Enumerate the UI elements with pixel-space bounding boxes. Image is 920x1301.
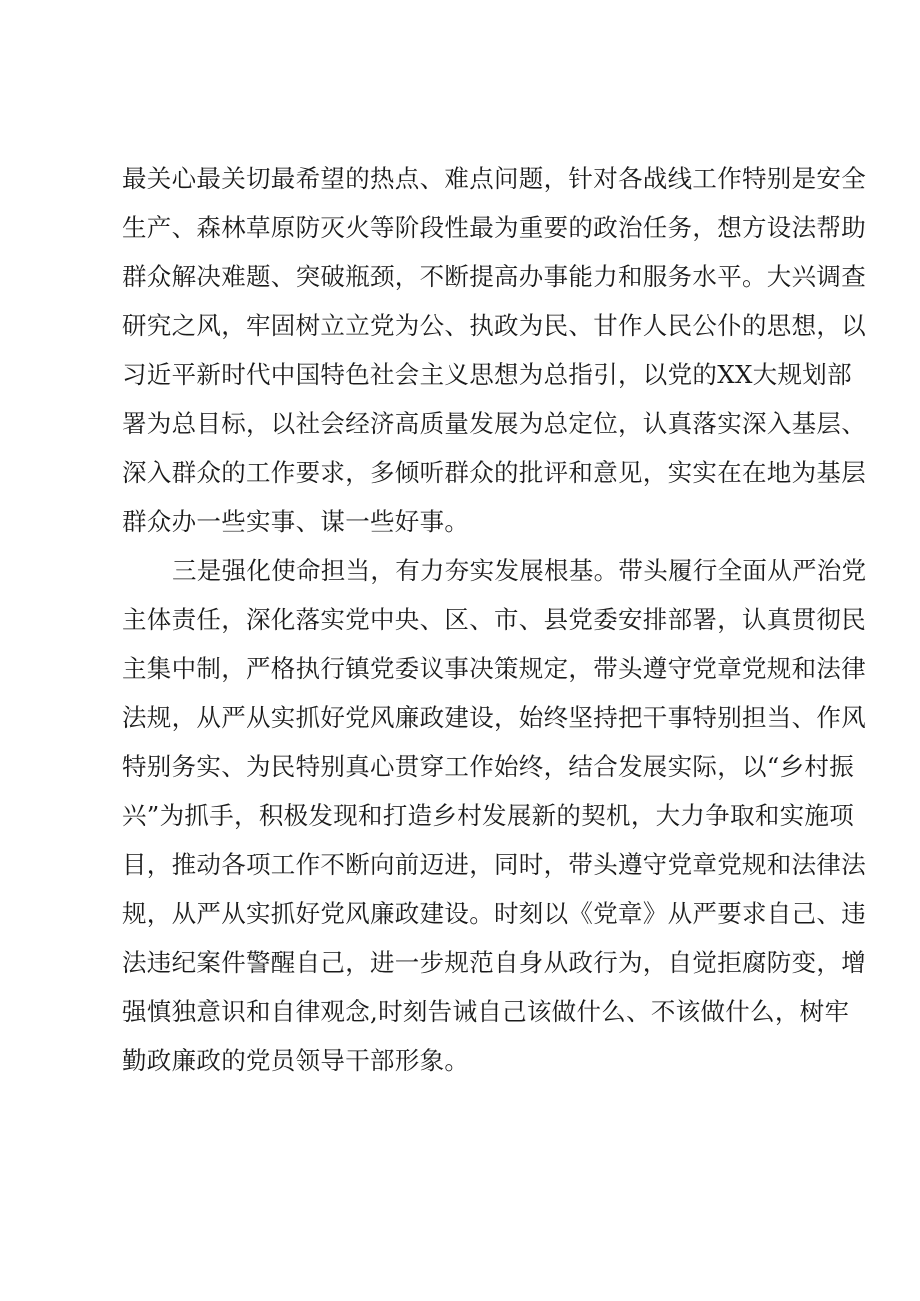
text-line: 习近平新时代中国特色社会主义思想为总指引，以党的XX大规划部 [122, 360, 852, 389]
text-line: 规，从严从实抓好党风廉政建设。时刻以《党章》从严要求自己、违 [122, 899, 866, 928]
paragraph-1 [122, 154, 866, 546]
text-line: 目，推动各项工作不断向前迈进，同时，带头遵守党章党规和法律法 [122, 850, 866, 879]
text-line: 主集中制，严格执行镇党委议事决策规定，带头遵守党章党规和法律 [122, 654, 866, 683]
text-line: 法违纪案件警醒自己，进一步规范自身从政行为，自觉拒腐防变，增 [122, 948, 866, 977]
text-line: 兴”为抓手，积极发现和打造乡村发展新的契机，大力争取和实施项 [122, 801, 855, 830]
text-line: 群众办一些实事、谋一些好事。 [122, 507, 470, 536]
text-line: 三是强化使命担当，有力夯实发展根基。带头履行全面从严治党 [172, 556, 867, 585]
text-line: 法规，从严从实抓好党风廉政建设，始终坚持把干事特别担当、作风 [122, 703, 866, 732]
text-line: 深入群众的工作要求，多倾听群众的批评和意见，实实在在地为基层 [122, 458, 866, 487]
text-line: 署为总目标，以社会经济高质量发展为总定位，认真落实深入基层、 [122, 409, 866, 438]
paragraph-2 [122, 546, 867, 1085]
text-line: 特别务实、为民特别真心贯穿工作始终，结合发展实际，以“乡村振 [122, 752, 855, 781]
document-body [122, 154, 867, 1085]
text-line: 群众解决难题、突破瓶颈，不断提高办事能力和服务水平。大兴调查 [122, 262, 866, 291]
text-line: 主体责任，深化落实党中央、区、市、县党委安排部署，认真贯彻民 [122, 605, 866, 634]
text-line: 勤政廉政的党员领导干部形象。 [122, 1046, 470, 1075]
text-line: 最关心最关切最希望的热点、难点问题，针对各战线工作特别是安全 [122, 164, 866, 193]
text-line: 强慎独意识和自律观念,时刻告诫自己该做什么、不该做什么，树牢 [122, 997, 850, 1026]
text-line: 研究之风，牢固树立立党为公、执政为民、甘作人民公仆的思想，以 [122, 311, 866, 340]
text-line: 生产、森林草原防灭火等阶段性最为重要的政治任务，想方设法帮助 [122, 213, 866, 242]
